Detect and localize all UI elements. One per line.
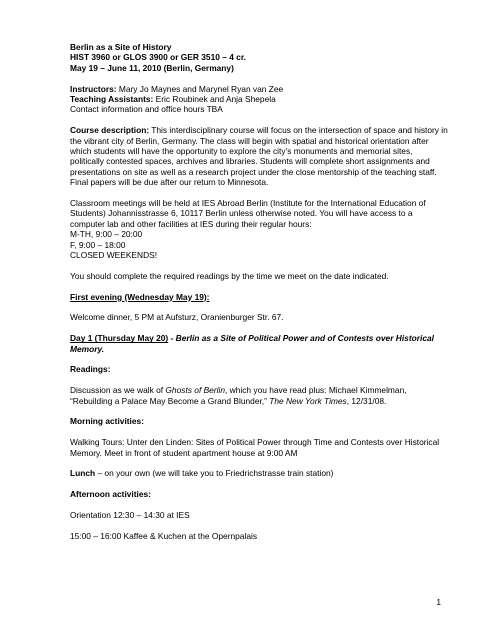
- readings-post: , 12/31/08.: [346, 395, 387, 406]
- afternoon-label: Afternoon activities:: [70, 489, 151, 500]
- day1-separator: -: [168, 333, 176, 344]
- description-text: This interdisciplinary course will focus on the intersection of space and history in the vibrant city of Berlin, Germany. The class will begin with spatial and historical orientation after which students will have the opportunity to explore the city’s monuments and memorial sites, politically contested spaces, archives and libraries. Students will complete short assignments and presentations on site as well as a research project under the close mentorship of the teaching staff. Final papers will be due after our return to Minnesota.: [70, 125, 448, 188]
- course-description: [70, 125, 448, 187]
- lunch-line: [70, 468, 448, 478]
- readings-mid: , which you have read plus: Michael Kimmelman, “Rebuilding a Palace May Become a Grand Blunder,”: [70, 385, 407, 406]
- kaffee-line: 15:00 – 16:00 Kaffee & Kuchen at the Opernpalais: [70, 530, 258, 541]
- welcome-dinner: Welcome dinner, 5 PM at Aufsturz, Oranienburger Str. 67.: [70, 312, 284, 323]
- course-numbers: HIST 3960 or GLOS 3900 or GER 3510 – 4 cr.: [70, 52, 246, 63]
- readings-paper: The New York Times: [269, 395, 347, 406]
- readings-note: You should complete the required readings by the time we meet on the date indicated.: [70, 270, 389, 281]
- tas-line: [70, 94, 448, 104]
- classroom-info: Classroom meetings will be held at IES Abroad Berlin (Institute for the International Education of Students) Johannisstrasse 6, 10117 Berlin unless otherwise noted. You will have access to a computer lab and other facilities at IES during their regular hours:: [70, 198, 426, 229]
- document-page: [70, 42, 448, 541]
- day1-title: Berlin as a Site of Political Power and of Contests over Historical Memory.: [70, 333, 434, 354]
- readings-pre: Discussion as we walk of: [70, 385, 166, 396]
- orientation-line: Orientation 12:30 – 14:30 at IES: [70, 510, 190, 521]
- hours-weekend: CLOSED WEEKENDS!: [70, 250, 158, 261]
- day1-heading: [70, 333, 448, 354]
- description-label: Course description:: [70, 125, 150, 136]
- morning-label: Morning activities:: [70, 416, 144, 427]
- hours-friday: F, 9:00 – 18:00: [70, 239, 126, 250]
- readings-label: Readings:: [70, 364, 111, 375]
- lunch-text: – on your own (we will take you to Friedrichstrasse train station): [95, 468, 334, 479]
- readings-text: [70, 385, 448, 406]
- instructors-line: [70, 84, 448, 94]
- course-title: Berlin as a Site of History: [70, 42, 172, 52]
- first-evening-heading: First evening (Wednesday May 19):: [70, 291, 210, 302]
- hours-weekday: M-TH, 9:00 – 20:00: [70, 229, 143, 240]
- instructors-label: Instructors:: [70, 83, 117, 94]
- instructors-names: Mary Jo Maynes and Marynel Ryan van Zee: [116, 83, 284, 94]
- tas-label: Teaching Assistants:: [70, 94, 154, 105]
- contact-info: Contact information and office hours TBA: [70, 104, 223, 115]
- lunch-label: Lunch: [70, 468, 96, 479]
- day1-date: Day 1 (Thursday May 20): [70, 333, 169, 344]
- morning-text: Walking Tours: Unter den Linden: Sites of Political Power through Time and Contests over Historical Memory. Meet in front of student apartment house at 9:00 AM: [70, 437, 440, 458]
- page-number: 1: [436, 597, 441, 607]
- readings-book: Ghosts of Berlin: [165, 385, 226, 396]
- course-dates: May 19 – June 11, 2010 (Berlin, Germany): [70, 62, 234, 73]
- tas-names: Eric Roubinek and Anja Shepela: [153, 94, 276, 105]
